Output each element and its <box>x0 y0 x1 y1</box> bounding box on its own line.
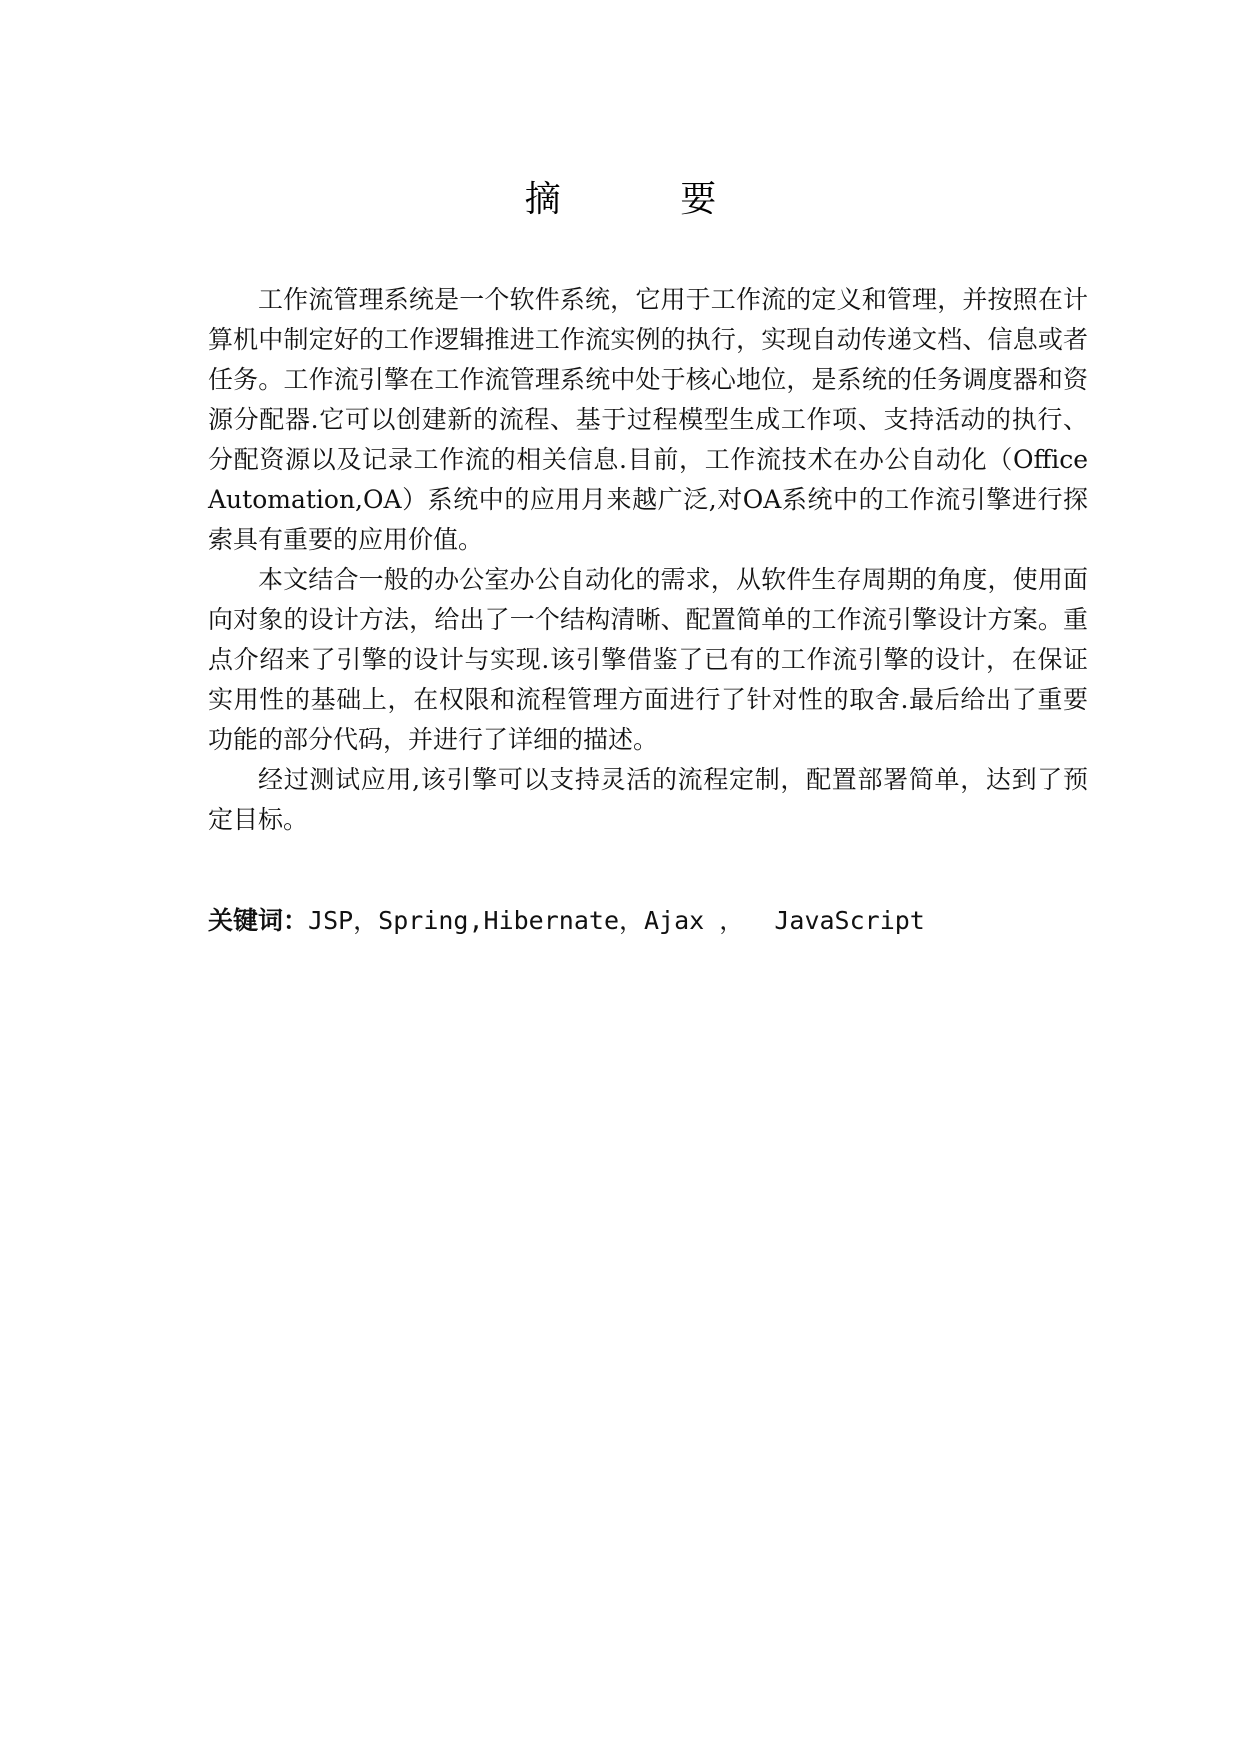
abstract-paragraph-1: 工作流管理系统是一个软件系统，它用于工作流的定义和管理，并按照在计算机中制定好的工作逻辑推进工作流实例的执行，实现自动传递文档、信息或者任务。工作流引擎在工作流管理系统中处于核心地位，是系统的任务调度器和资源分配器.它可以创建新的流程、基于过程模型生成工作项、支持活动的执行、分配资源以及记录工作流的相关信息.目前，工作流技术在办公自动化（Office Automation,OA）系统中的应用月来越广泛,对OA系统中的工作流引擎进行探索具有重要的应用价值。 <box>208 285 1088 554</box>
keywords-label: 关键词： <box>208 906 309 935</box>
abstract-paragraph-3: 经过测试应用,该引擎可以支持灵活的流程定制，配置部署简单，达到了预定目标。 <box>208 765 1088 834</box>
keywords-value: JSP，Spring,Hibernate，Ajax ， JavaScript <box>308 906 925 935</box>
keywords-line <box>208 901 1088 941</box>
abstract-body <box>208 280 1088 840</box>
page-title: 摘 要 <box>524 179 771 220</box>
abstract-paragraph-2: 本文结合一般的办公室办公自动化的需求，从软件生存周期的角度，使用面向对象的设计方法，给出了一个结构清晰、配置简单的工作流引擎设计方案。重点介绍来了引擎的设计与实现.该引擎借鉴了已有的工作流引擎的设计，在保证实用性的基础上，在权限和流程管理方面进行了针对性的取舍.最后给出了重要功能的部分代码，并进行了详细的描述。 <box>208 565 1088 754</box>
